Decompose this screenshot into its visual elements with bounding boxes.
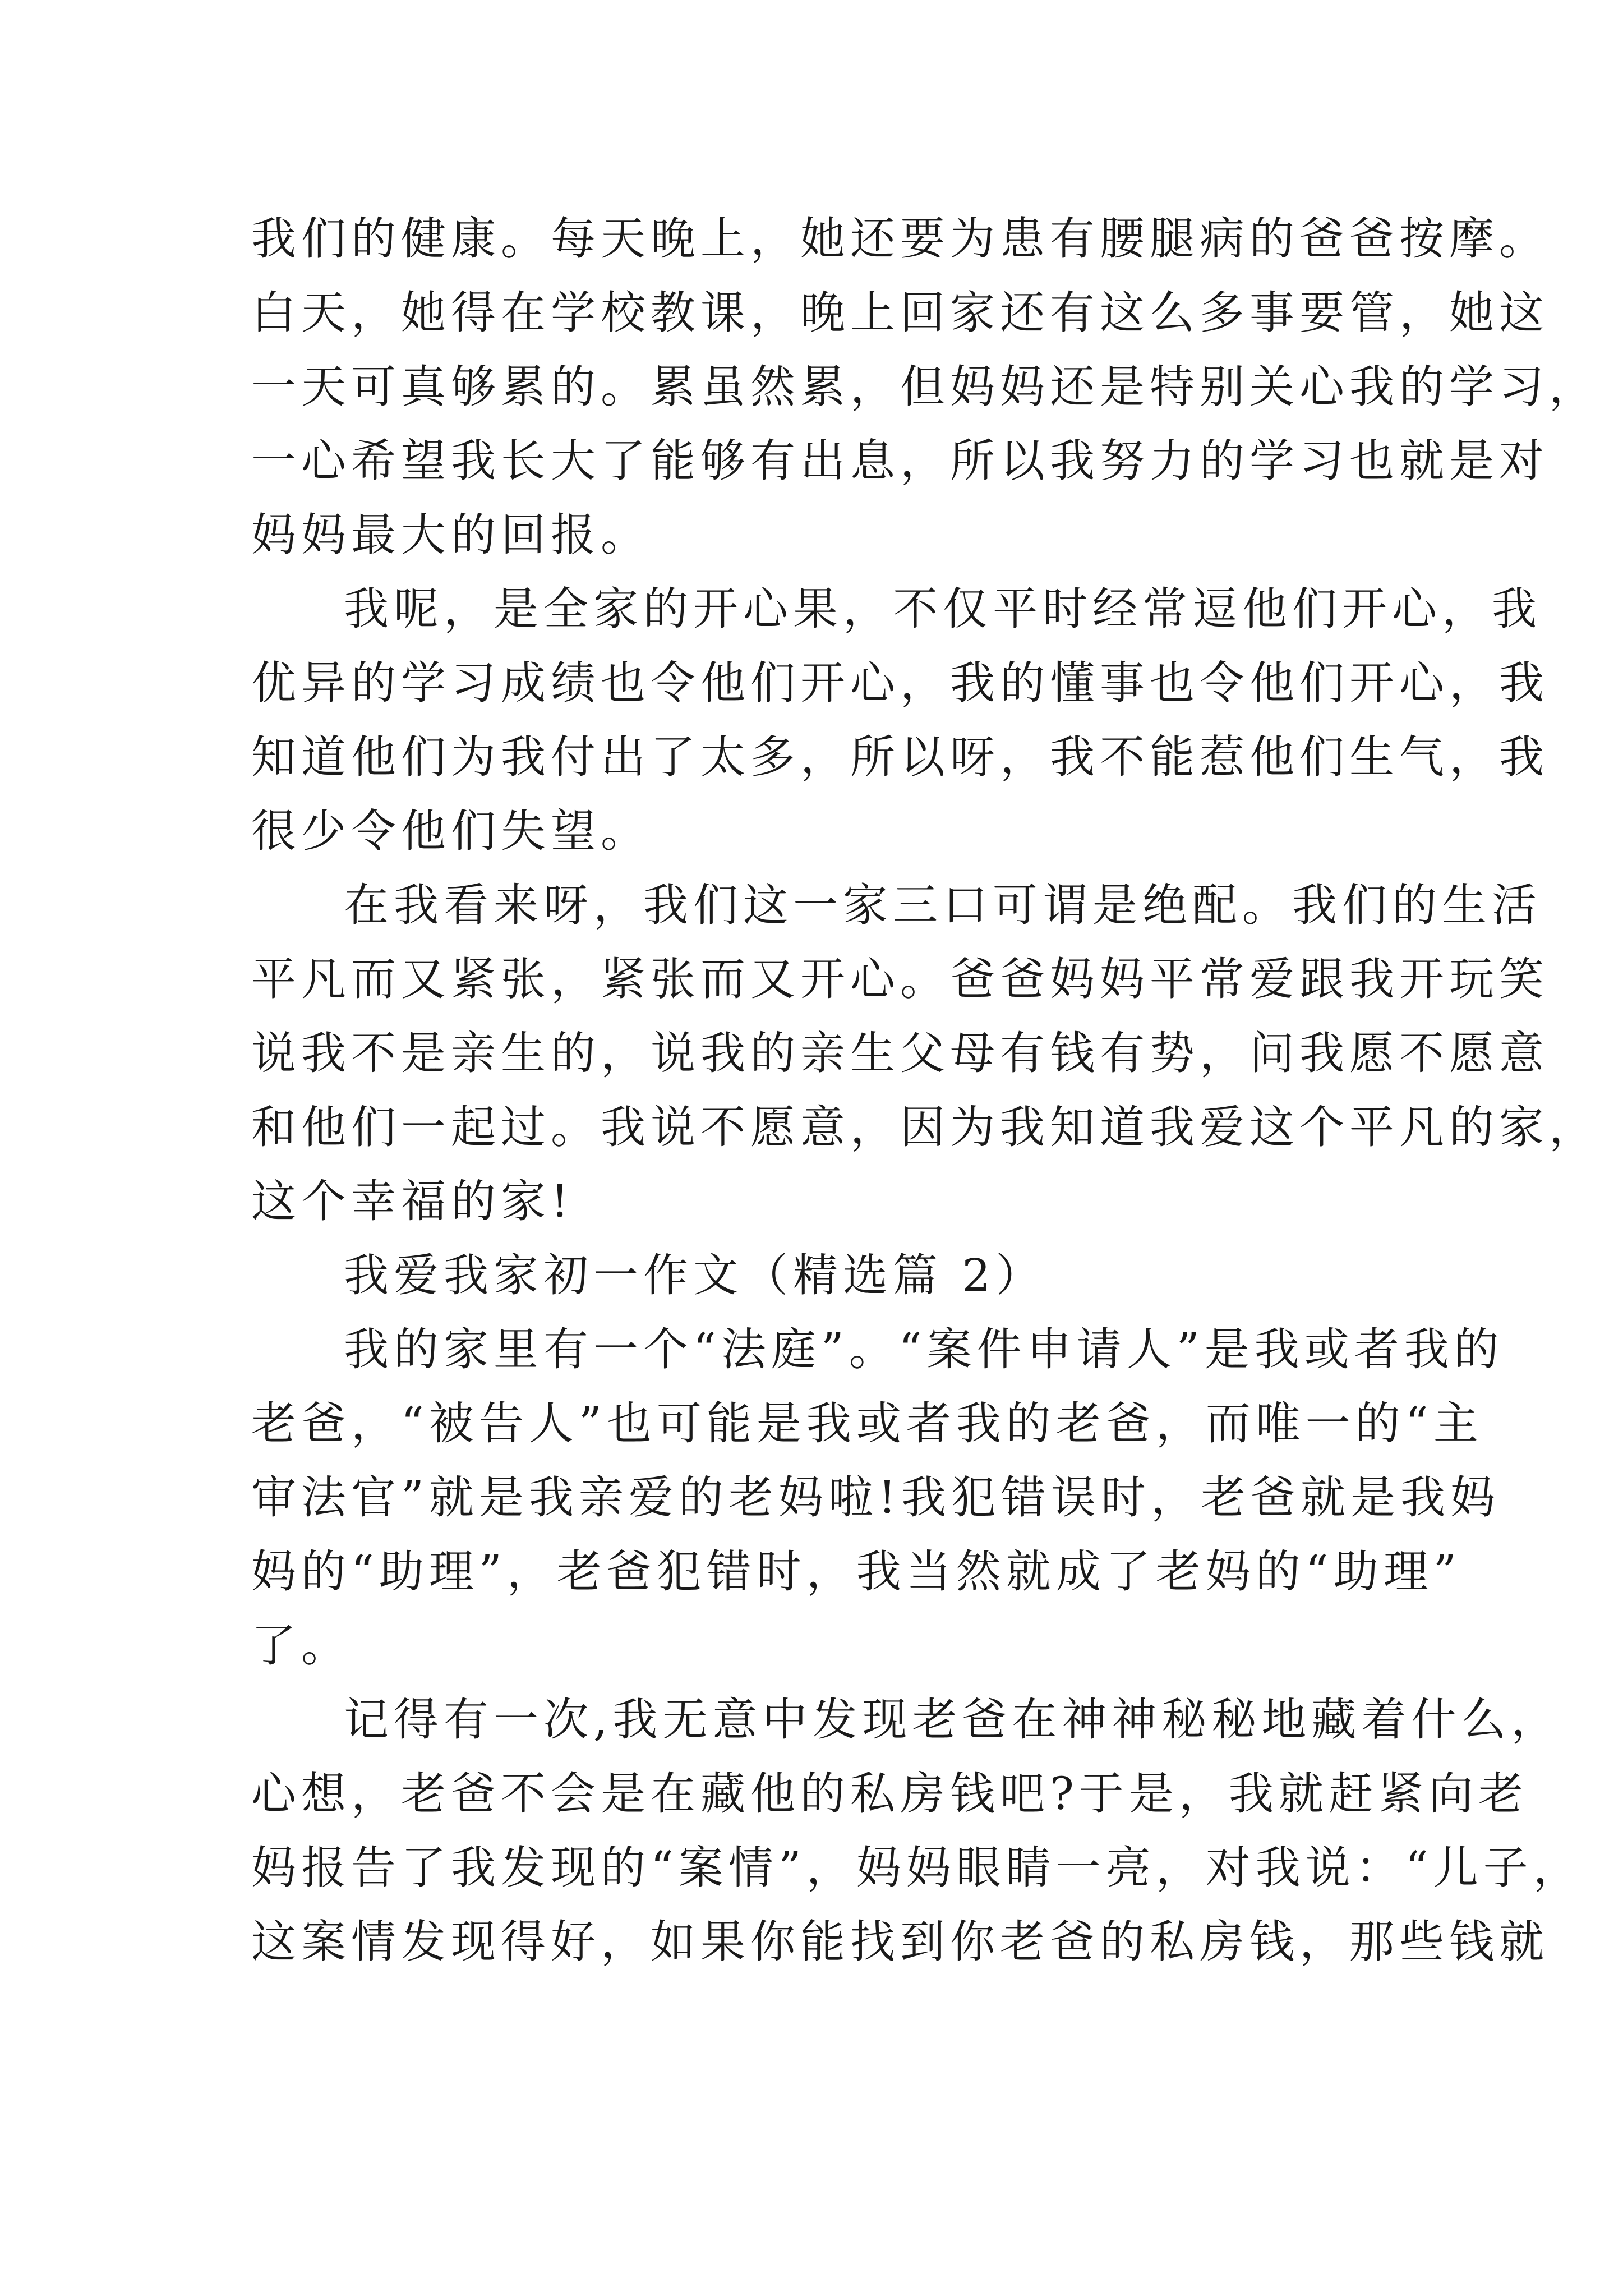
text-line: 老爸，“被告人”也可能是我或者我的老爸，而唯一的“主: [251, 1397, 1483, 1450]
text-line: 这案情发现得好，如果你能找到你老爸的私房钱，那些钱就: [251, 1916, 1549, 1968]
text-line: 心想，老爸不会是在藏他的私房钱吧?于是，我就赶紧向老: [251, 1768, 1528, 1820]
text-line: 了。: [251, 1619, 351, 1672]
document-body: [251, 202, 1599, 1979]
text-line: 妈妈最大的回报。: [251, 509, 651, 561]
text-line: 我们的健康。每天晚上，她还要为患有腰腿病的爸爸按摩。: [251, 213, 1549, 265]
text-line: 这个幸福的家!: [251, 1175, 574, 1227]
text-line: 说我不是亲生的，说我的亲生父母有钱有势，问我愿不愿意: [251, 1027, 1549, 1079]
section-heading: 我爱我家初一作文（精选篇 2）: [344, 1249, 1046, 1301]
text-line: 妈的“助理”，老爸犯错时，我当然就成了老妈的“助理”: [251, 1545, 1461, 1598]
text-line: 妈报告了我发现的“案情”，妈妈眼睛一亮，对我说：“儿子，: [251, 1842, 1583, 1894]
text-line: 平凡而又紧张，紧张而又开心。爸爸妈妈平常爱跟我开玩笑: [251, 953, 1549, 1005]
paragraph-first-line: 在我看来呀，我们这一家三口可谓是绝配。我们的生活: [344, 879, 1542, 931]
text-line: 白天，她得在学校教课，晚上回家还有这么多事要管，她这: [251, 287, 1549, 339]
text-line: 一心希望我长大了能够有出息，所以我努力的学习也就是对: [251, 435, 1549, 487]
paragraph-first-line: 我的家里有一个“法庭”。“案件申请人”是我或者我的: [344, 1323, 1504, 1375]
paragraph-first-line: 我呢，是全家的开心果，不仅平时经常逗他们开心，我: [344, 583, 1542, 635]
text-line: 知道他们为我付出了太多，所以呀，我不能惹他们生气，我: [251, 731, 1549, 783]
paragraph-first-line: 记得有一次,我无意中发现老爸在神神秘秘地藏着什么，: [344, 1694, 1561, 1746]
text-line: 和他们一起过。我说不愿意，因为我知道我爱这个平凡的家，: [251, 1101, 1599, 1153]
text-line: 审法官”就是我亲爱的老妈啦!我犯错误时，老爸就是我妈: [251, 1471, 1501, 1524]
text-line: 很少令他们失望。: [251, 805, 651, 857]
text-line: 优异的学习成绩也令他们开心，我的懂事也令他们开心，我: [251, 657, 1549, 709]
text-line: 一天可真够累的。累虽然累，但妈妈还是特别关心我的学习，: [251, 361, 1599, 413]
